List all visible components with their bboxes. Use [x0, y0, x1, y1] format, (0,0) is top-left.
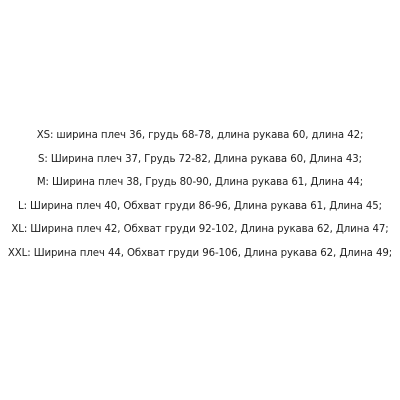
- size-line-xs: XS: ширина плеч 36, грудь 68-78, длина рукава 60, длина 42;: [36, 130, 364, 141]
- size-line-m: M: Ширина плеч 38, Грудь 80-90, Длина рукава 61, Длина 44;: [36, 177, 364, 189]
- size-line-xl: XL: Ширина плеч 42, Обхват груди 92-102, Длина рукава 62, Длина 47;: [11, 224, 389, 236]
- size-line-s: S: Ширина плеч 37, Грудь 72-82, Длина рукава 60, Длина 43;: [38, 153, 362, 165]
- size-chart-list: [0, 124, 400, 266]
- size-line-l: L: Ширина плеч 40, Обхват груди 86-96, Длина рукава 61, Длина 45;: [18, 200, 382, 212]
- size-line-xxl: XXL: Ширина плеч 44, Обхват груди 96-106, Длина рукава 62, Длина 49;: [7, 247, 393, 259]
